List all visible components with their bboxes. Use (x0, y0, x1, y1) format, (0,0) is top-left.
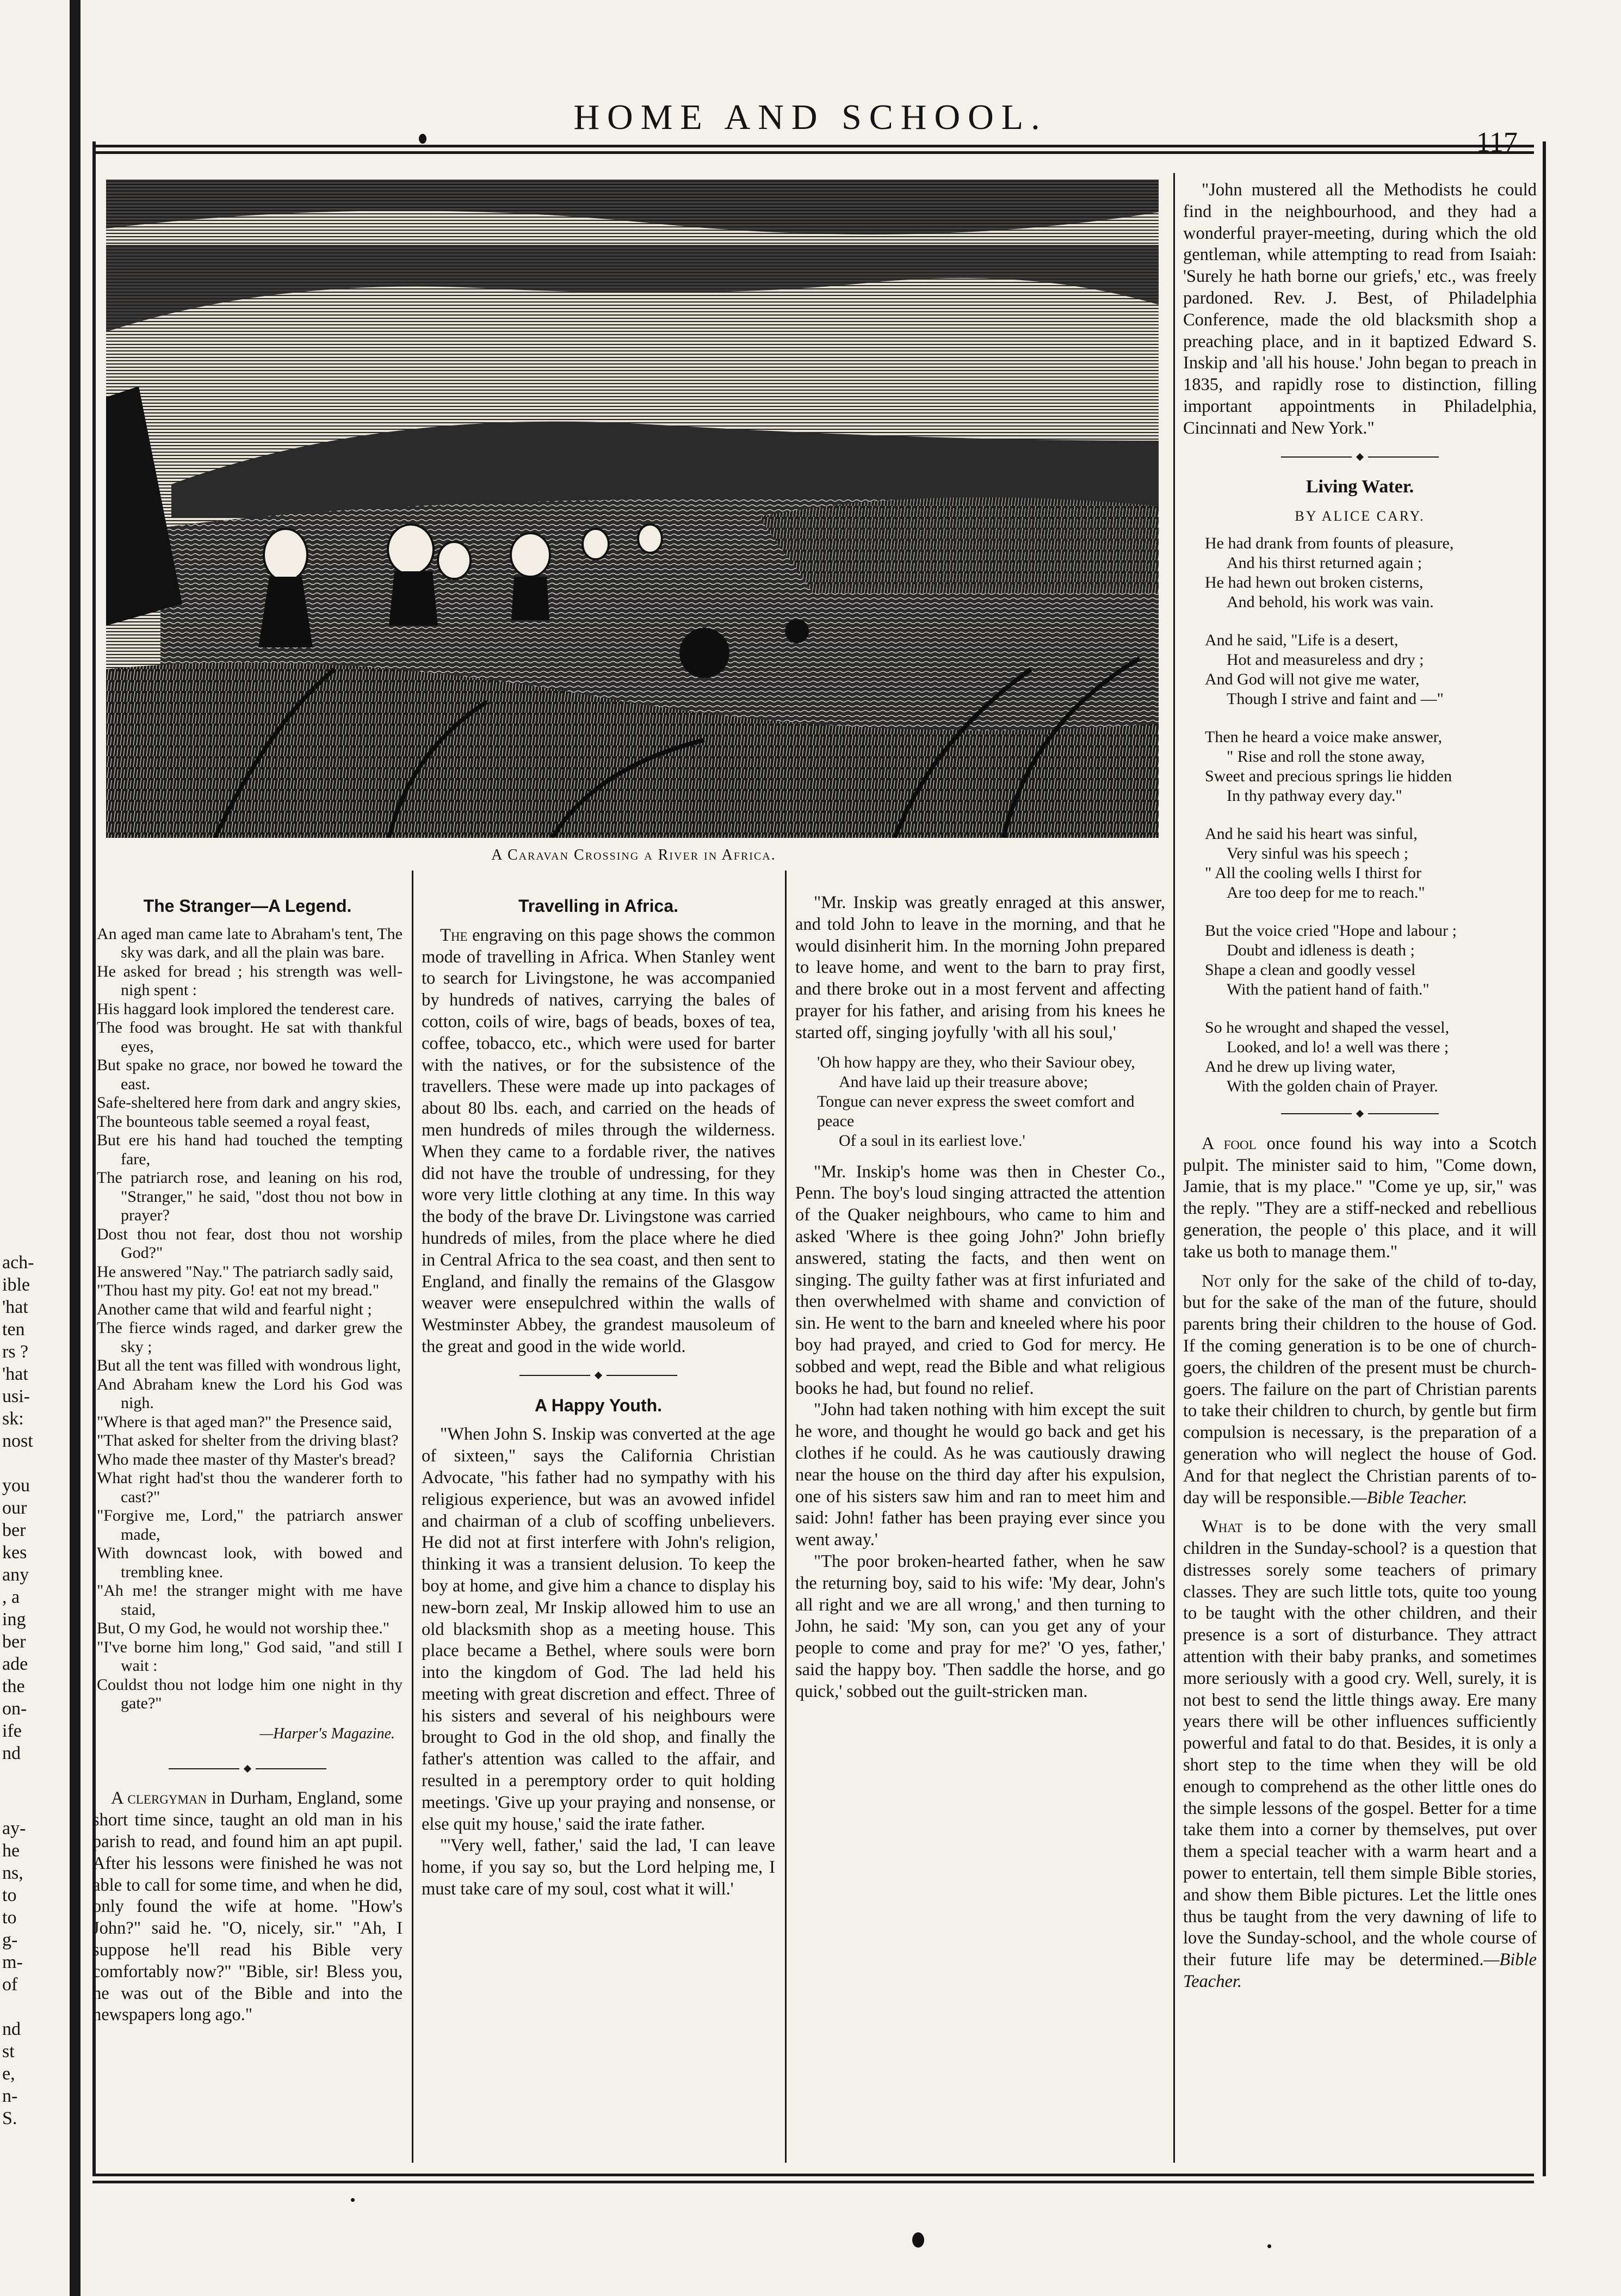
living-water-byline: BY ALICE CARY. (1295, 508, 1425, 524)
print-mark (351, 2198, 355, 2202)
poem-line: Very sinful was his speech ; (1227, 844, 1409, 862)
not-only-paragraph (1183, 1271, 1537, 1509)
stranger-line: But, O my God, he would not worship thee." (97, 1619, 390, 1638)
column-1 (92, 892, 403, 2026)
poem-line: He had hewn out broken cisterns, (1205, 573, 1424, 591)
header-rule-bottom (92, 151, 1534, 154)
poem-line: With the golden chain of Prayer. (1227, 1077, 1438, 1095)
stranger-line: "Where is that aged man?" the Presence said, (97, 1412, 392, 1431)
hymn-verse (795, 1053, 1165, 1151)
stranger-poem (92, 925, 403, 1713)
stranger-line: "Forgive me, Lord," the patriarch answer made, (97, 1507, 403, 1544)
travelling-paragraph (422, 925, 775, 1358)
gutter-fragment-middle: ach- ible 'hat ten rs ? 'hat usi- sk: nost you our ber kes any , a ing ber ade the on- ife nd (2, 1252, 34, 1763)
poem-line: Then he heard a voice make answer, (1205, 727, 1443, 746)
happy-youth-title: A Happy Youth. (534, 1395, 663, 1415)
masthead-title: HOME AND SCHOOL. (573, 97, 1048, 137)
separator (1183, 1103, 1537, 1125)
what-done-credit: —Bible Teacher. (1183, 1950, 1537, 1992)
stranger-line: Who made thee master of thy Master's bread? (97, 1450, 396, 1468)
stranger-line: He answered "Nay." The patriarch sadly said, (97, 1262, 394, 1281)
stranger-title: The Stranger—A Legend. (143, 896, 352, 916)
stranger-line: He asked for bread ; his strength was well-nigh spent : (97, 962, 403, 999)
column-rule-2 (785, 871, 787, 2163)
stranger-line: "I've borne him long," God said, "and still I wait : (97, 1638, 403, 1675)
happy-youth-paragraph: "John had taken nothing with him except the suit he wore, and thought he would go back and get his clothes if he could. As he was cautiously drawing near the house on the third day after his expulsion, one of his sisters saw him and ran to meet him and said: John! father has been praying ever since you went away.' (795, 1400, 1165, 1550)
stranger-line: Couldst thou not lodge him one night in thy gate?" (97, 1675, 403, 1713)
hymn-line: Of a soul in its earliest love.' (839, 1131, 1025, 1150)
poem-line: And behold, his work was vain. (1227, 592, 1434, 611)
stranger-line: An aged man came late to Abraham's tent, The sky was dark, and all the plain was bare. (97, 924, 403, 962)
stranger-line: "Ah me! the stranger might with me have staid, (97, 1582, 403, 1619)
what-done-lead: What (1202, 1517, 1243, 1537)
travelling-lead: The (440, 925, 468, 945)
separator (1183, 446, 1537, 468)
poem-line: Shape a clean and goodly vessel (1205, 960, 1416, 979)
fool-text: once found his way into a Scotch pulpit. The minister said to him, "Come down, Jamie, that is my place." "Come ye up, sir," was the reply. "They are a stiff-necked and rebellious generation, the people o' this place, and it will take us both to manage them." (1183, 1133, 1537, 1262)
page-number: 117 (1476, 127, 1518, 158)
not-only-text: only for the sake of the child of to-day, but for the sake of the man of the future, should parents bring their children to the house of God. If the coming generation is to be one of church-goers, the children of the present must be church-goers. The failure on the part of Christian parents to take their children to church, by gentle but firm compulsion is necessary, is the preparation of a generation who will neglect the house of God. And for that neglect the Christian parents of to-day will be responsible. (1183, 1271, 1537, 1508)
left-gutter (0, 0, 82, 2296)
stranger-credit: —Harper's Magazine. (259, 1725, 395, 1742)
travelling-text: engraving on this page shows the common mode of travelling in Africa. When Stanley went to search for Livingstone, he was accompanied by hundreds of natives, carrying the bales of cotton, coils of wire, bags of beads, boxes of tea, coffee, tobacco, etc., which were used for barter with the natives, or for the subsistence of the travellers. These were made up into packages of about 80 lbs. each, and carried on the heads of men hundreds of miles through the wilderness. When they came to a fordable river, the natives did not have the trouble of undressing, for they wore very little clothing at any time. In this way the body of the brave Dr. Livingstone was carried hundreds of miles, from the place where he died in Central Africa to the sea coast, and then sent to England, and finally the remains of the Glasgow weaver were ensepulchred within the walls of Westminster Abbey, the grandest mausoleum of the great and good in the wide world. (422, 925, 775, 1356)
clergyman-text: in Durham, England, some short time since, taught an old man in his parish to read, and found him an apt pupil. After his lessons were finished he was not able to call for some time, and when he did, only found the wife at home. "How's John?" said he. "O, nicely, sir." "Ah, I suppose he'll read his Bible very comfortably now?" "Bible, sir! Bless you, he was out of the Bible and into the newspapers long ago." (92, 1788, 403, 2025)
happy-youth-paragraph: "'Very well, father,' said the lad, 'I can leave home, if you say so, but the Lord helping me, I must take care of my soul, cost what it will.' (422, 1836, 775, 1899)
stranger-line: His haggard look implored the tenderest care. (97, 999, 395, 1018)
poem-line: And he said his heart was sinful, (1205, 824, 1418, 843)
stranger-line: "Thou hast my pity. Go! eat not my bread." (97, 1281, 380, 1300)
poem-line: But the voice cried "Hope and labour ; (1205, 921, 1457, 940)
stranger-line: The fierce winds raged, and darker grew the sky ; (97, 1319, 403, 1356)
happy-youth-paragraph: "When John S. Inskip was converted at the age of sixteen," says the California Christian Advocate, "his father had no sympathy with his religious experience, but was an avowed infidel and chairman of a club of scoffing unbelievers. He did not at first interfere with John's religion, thinking it was a transient delusion. To keep the boy at home, and give him a chance to display his new-born zeal, Mr Inskip allowed him to use an old blacksmith shop as a meeting house. This place became a Bethel, where souls were born into the kingdom of God. The lad held his meeting with great discretion and effect. Three of his sisters and several of his neighbours were brought to God in the old shop, and finally the father's attention was called to the affair, and resulted in a peremptory order to quit holding meetings. 'Give up your praying and nonsense, or else quit my house,' said the irate father. (422, 1424, 775, 1834)
stranger-line: But spake no grace, nor bowed he toward the east. (97, 1056, 403, 1093)
living-water-title: Living Water. (1306, 477, 1414, 497)
poem-line: So he wrought and shaped the vessel, (1205, 1018, 1450, 1036)
column-4 (1183, 180, 1537, 1993)
stranger-line: But ere his hand had touched the tempting fare, (97, 1131, 403, 1168)
column-3 (795, 892, 1165, 1703)
stranger-line: The bounteous table seemed a royal feast, (97, 1112, 370, 1131)
not-only-lead: Not (1202, 1271, 1232, 1291)
engraving-caption: A Caravan Crossing a River in Africa. (491, 847, 776, 863)
hymn-line: Tongue can never express the sweet comfort and peace (817, 1092, 1135, 1130)
footer-rule (92, 2174, 1534, 2176)
engraving-drawing (106, 180, 1159, 838)
poem-line: Though I strive and faint and —" (1227, 689, 1444, 708)
poem-line: And he said, "Life is a desert, (1205, 631, 1399, 649)
happy-youth-paragraph: "Mr. Inskip was greatly enraged at this answer, and told John to leave in the morning, and that he would disinherit him. In the morning John prepared to leave home, and went to the barn to pray first, and there broke out in a most fervent and affecting prayer for his father, and arising from his knees he started off, singing joyfully 'with all his soul,' (795, 893, 1165, 1042)
stranger-line: But all the tent was filled with wondrous light, (97, 1356, 401, 1375)
separator (92, 1758, 403, 1780)
print-mark (419, 134, 426, 144)
column-rule-3 (1173, 173, 1175, 2163)
fool-paragraph (1183, 1133, 1537, 1263)
what-done-text: is to be done with the very small children in the Sunday-school? is a question that distresses sorely some teachers of primary classes. They are such little tots, quite too young to be taught with the other children, and their presence is a sort of disturbance. They attract attention with their baby pranks, and sometimes more seriously with a good cry. Well, surely, it is not best to send the little things away. Ere many years there will be other influences sufficiently powerful and fatal to do that. Besides, it is only a short step to the time when they will be old enough to comprehend as the other little ones do the simple lessons of the gospel. Better for a time take them into a corner by themselves, put over them a special teacher with a warm heart and a power to entertain, tell them simple Bible stories, and show them Bible pictures. Let the little ones thus be taught from the very dawning of life to love the Sunday-school, and the whole course of their future life may be determined. (1183, 1517, 1537, 1970)
poem-line: Looked, and lo! a well was there ; (1227, 1038, 1449, 1056)
gutter-fragment-top (2, 550, 67, 728)
poem-line: In thy pathway every day." (1227, 786, 1402, 805)
poem-line: And his thirst returned again ; (1227, 553, 1422, 572)
hymn-line: 'Oh how happy are they, who their Saviour obey, (817, 1053, 1135, 1071)
column-rule-1 (412, 871, 413, 2163)
print-mark (912, 2232, 924, 2248)
stranger-line: Another came that wild and fearful night ; (97, 1300, 372, 1318)
poem-line: Sweet and precious springs lie hidden (1205, 767, 1452, 785)
fool-lead: A fool (1202, 1133, 1257, 1153)
poem-line: With the patient hand of faith." (1227, 980, 1430, 998)
engraving-caravan-river (106, 180, 1159, 838)
stranger-line: And Abraham knew the Lord his God was nigh. (97, 1375, 403, 1412)
poem-line: " All the cooling wells I thirst for (1205, 863, 1422, 882)
happy-youth-paragraph: "John mustered all the Methodists he could find in the neighbourhood, and they had a wonderful prayer-meeting, during which the old gentleman, while attempting to read from Isaiah: 'Surely he hath borne our griefs,' etc., was freely pardoned. Rev. J. Best, of Philadelphia Conference, made the old blacksmith shop a preaching place, and in it baptized Edward S. Inskip and 'all his house.' John began to preach in 1835, and rapidly rose to distinction, filling important appointments in Philadelphia, Cincinnati and New York." (1183, 180, 1537, 438)
poem-line: He had drank from founts of pleasure, (1205, 534, 1454, 552)
what-done-paragraph (1183, 1516, 1537, 1993)
stranger-line: The food was brought. He sat with thankful eyes, (97, 1019, 403, 1056)
stranger-line: The patriarch rose, and leaning on his rod, "Stranger," he said, "dost thou not bow in prayer? (97, 1169, 403, 1225)
frame-right (1543, 141, 1546, 2176)
poem-line: And he drew up living water, (1205, 1057, 1396, 1076)
gutter-fragment-bottom: ay- he ns, to to g- m- of nd st e, n- S. (2, 1818, 26, 2128)
stranger-line: Dost thou not fear, dost thou not worship God?" (97, 1225, 403, 1262)
footer-rule-inner (92, 2181, 1534, 2183)
stranger-line: What right had'st thou the wanderer forth to cast?" (97, 1469, 403, 1506)
clergyman-paragraph (92, 1788, 403, 2026)
poem-line: " Rise and roll the stone away, (1227, 747, 1425, 766)
stranger-line: "That asked for shelter from the driving blast? (97, 1431, 399, 1450)
header-rule-top (92, 145, 1534, 147)
binding-edge (70, 0, 81, 2296)
poem-line: Hot and measureless and dry ; (1227, 650, 1424, 669)
hymn-line: And have laid up their treasure above; (839, 1072, 1088, 1091)
poem-line: Are too deep for me to reach." (1227, 883, 1425, 902)
print-mark (1267, 2244, 1271, 2248)
happy-youth-paragraph: "Mr. Inskip's home was then in Chester Co., Penn. The boy's loud singing attracted the attention of the Quaker neighbours, who came to him and asked 'Where is thee going John?' John briefly answered, stating the facts, and then went on singing. The guilty father was at first infuriated and then overwhelmed with shame and conviction of sin. He went to the barn and kneeled where his poor boy had prayed, and cried to God for mercy. He sobbed and wept, read the Bible and what religious books he had, but found no relief. (795, 1162, 1165, 1398)
happy-youth-paragraph: "The poor broken-hearted father, when he saw the returning boy, said to his wife: 'My dear, John's all right and we are all wrong,' and then turning to John, he said: 'My son, can you get any of your people to come and pray for me?' 'O yes, father,' said the happy boy. 'Then saddle the horse, and go quick,' sobbed out the guilt-stricken man. (795, 1551, 1165, 1701)
clergyman-lead: A clergyman (111, 1788, 207, 1809)
stranger-line: Safe-sheltered here from dark and angry skies, (97, 1094, 401, 1112)
stranger-line: With downcast look, with bowed and trembling knee. (97, 1544, 403, 1581)
living-water-poem (1183, 534, 1537, 1096)
column-2 (422, 892, 775, 1900)
not-only-credit: —Bible Teacher. (1351, 1488, 1468, 1508)
poem-line: Doubt and idleness is death ; (1227, 941, 1415, 959)
poem-line: And God will not give me water, (1205, 670, 1420, 688)
travelling-title: Travelling in Africa. (518, 896, 678, 916)
separator (422, 1365, 775, 1386)
